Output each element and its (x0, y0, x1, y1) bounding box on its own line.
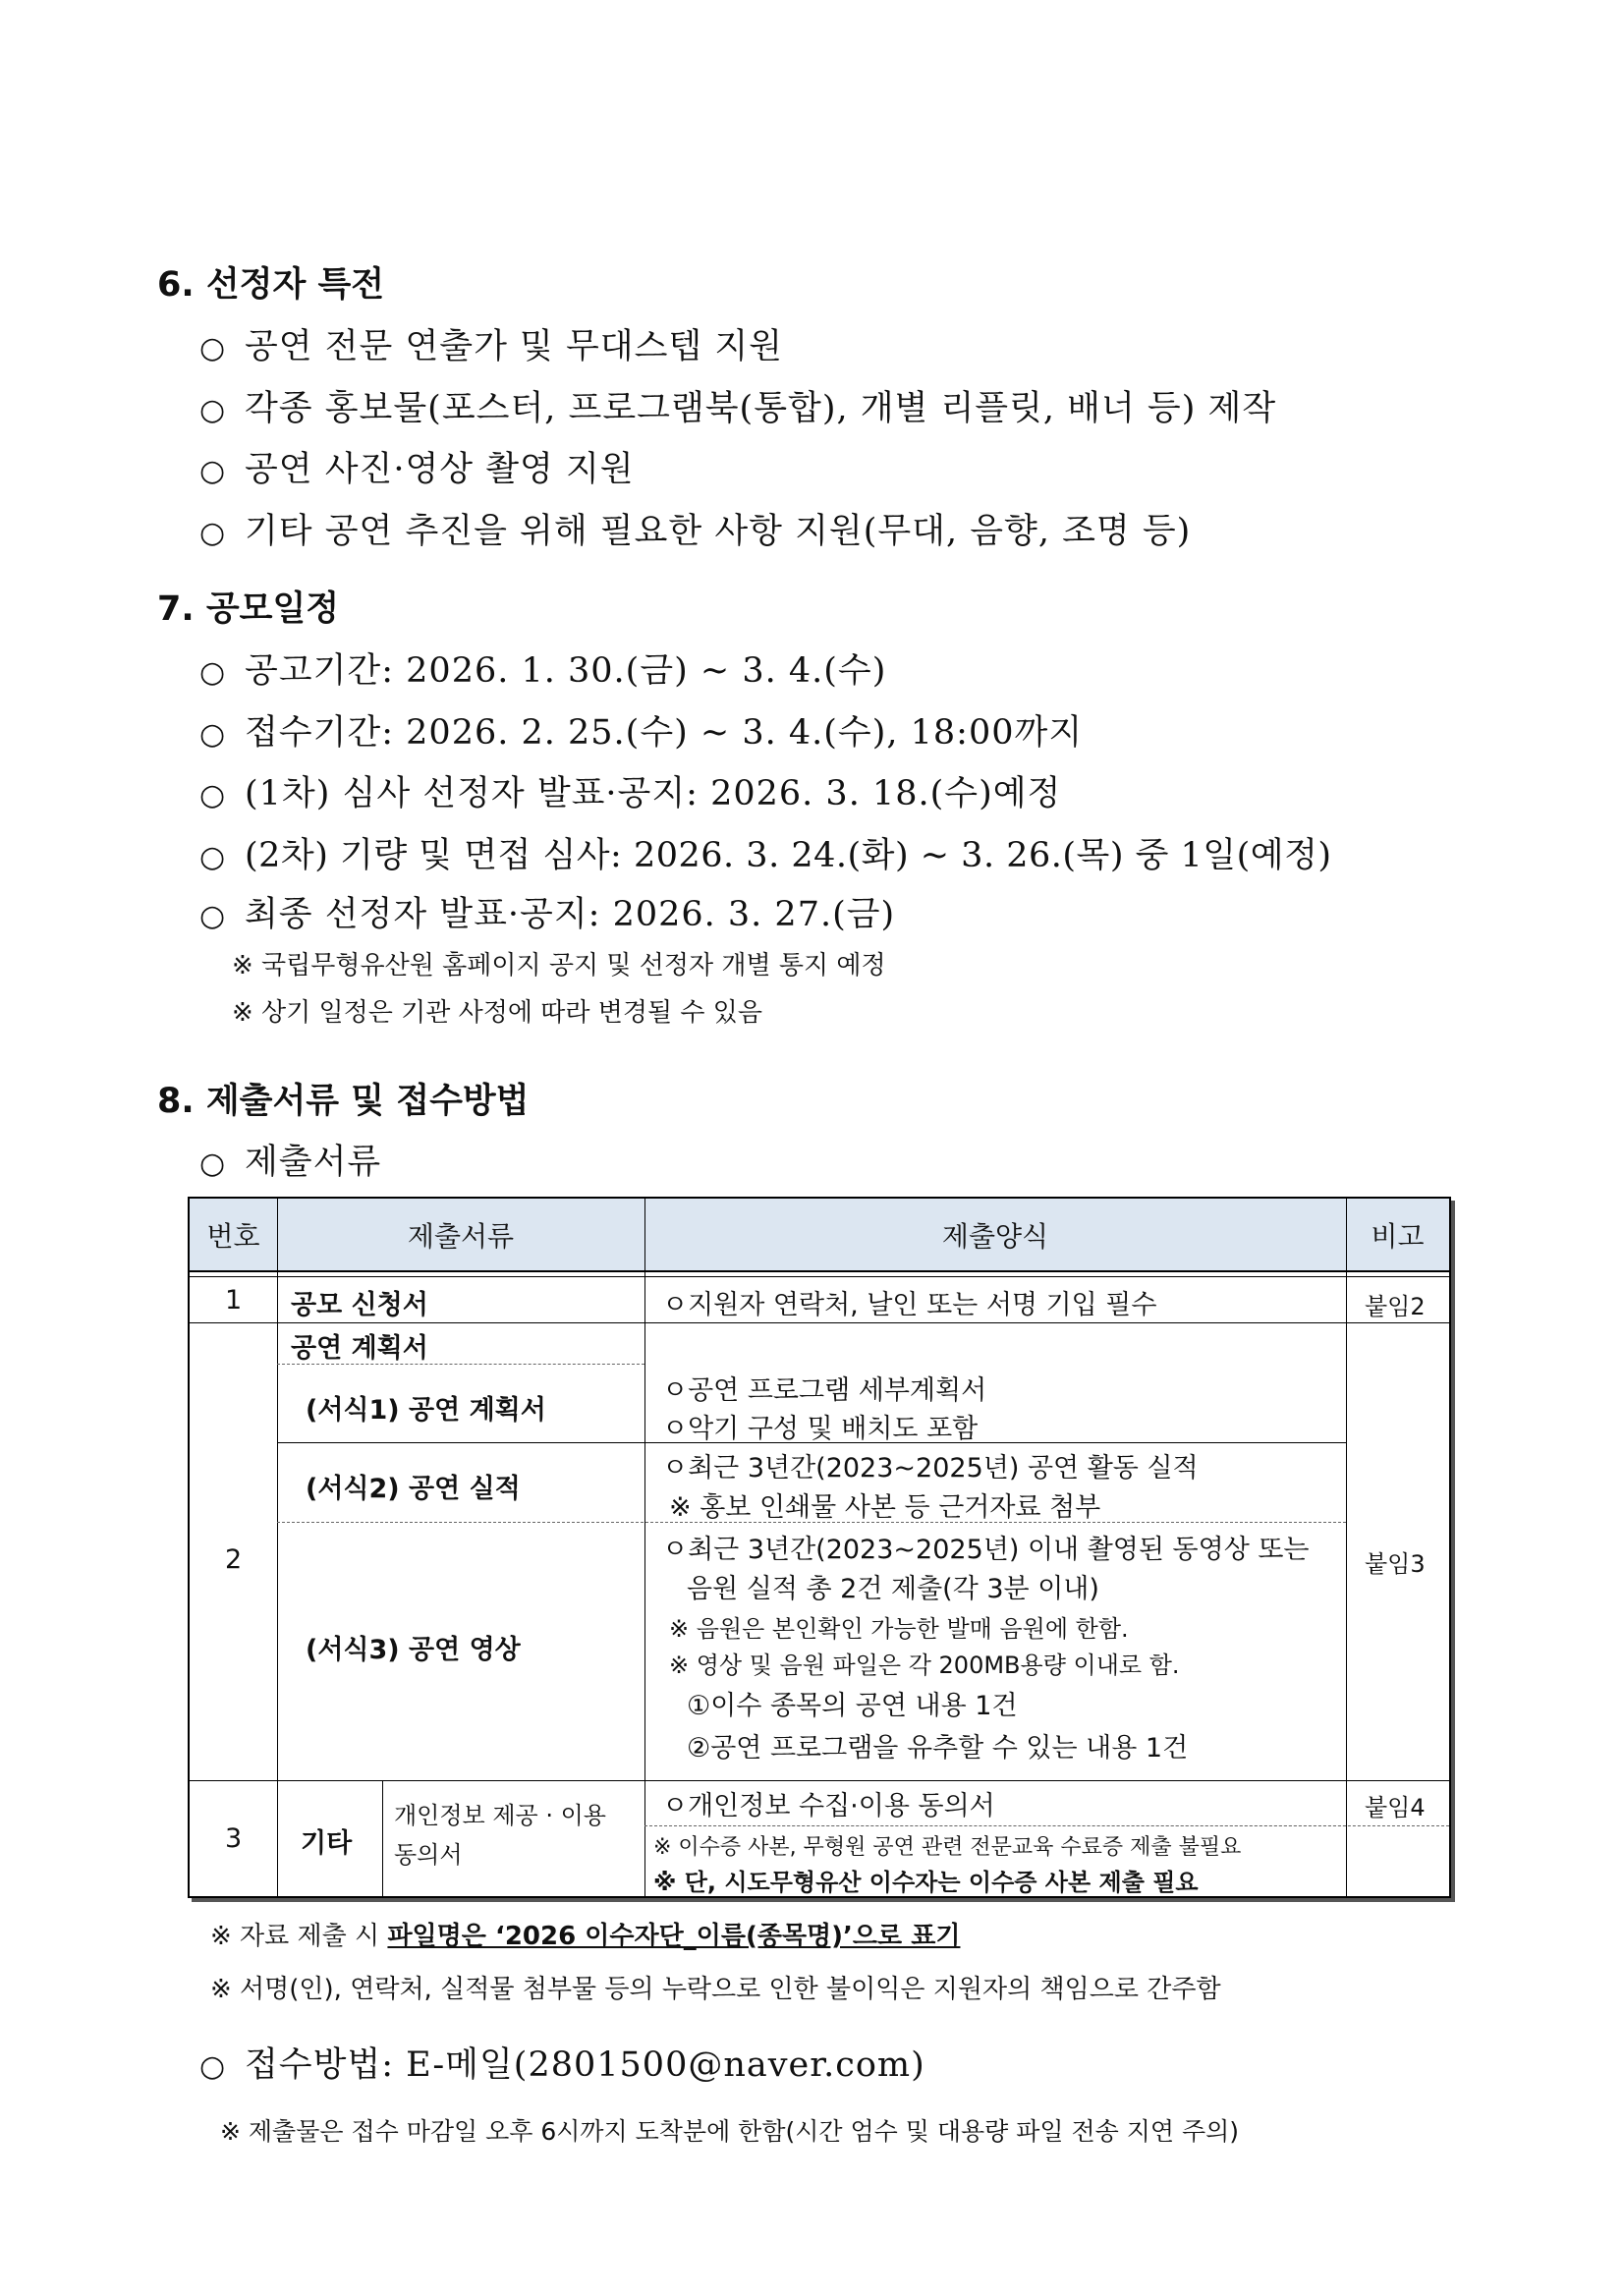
bullet-circle-icon: ○ (199, 393, 227, 427)
method-text: 접수방법: E-메일(2801500@naver.com) (245, 2045, 925, 2085)
table-header: 제출양식 (644, 1199, 1346, 1270)
doc-name: 공연 계획서 (291, 1333, 428, 1364)
method-item (199, 2038, 925, 2087)
benefit-item (199, 319, 783, 368)
form-text: ㅇ지원자 연락처, 날인 또는 서명 기입 필수 (662, 1290, 1157, 1320)
schedule-text: 접수기간: 2026. 2. 25.(수) ~ 3. 4.(수), 18:00까지 (245, 713, 1084, 753)
bullet-circle-icon: ○ (199, 717, 227, 752)
benefit-text: 공연 사진·영상 촬영 지원 (245, 450, 635, 489)
method-note: ※ 제출물은 접수 마감일 오후 6시까지 도착분에 한함(시간 엄수 및 대용량 파일 전송 지연 주의) (220, 2117, 1240, 2146)
schedule-text: (1차) 심사 선정자 발표·공지: 2026. 3. 18.(수)예정 (245, 774, 1062, 813)
schedule-item (199, 887, 895, 936)
schedule-item (199, 644, 886, 693)
table-header: 비고 (1346, 1199, 1449, 1270)
section-6-title: 6. 선정자 특전 (157, 265, 385, 305)
note-prefix: ※ 자료 제출 시 (210, 1922, 388, 1951)
form-text: ㅇ개인정보 수집·이용 동의서 (662, 1791, 995, 1821)
form-text: ②공연 프로그램을 유추할 수 있는 내용 1건 (687, 1733, 1189, 1764)
form-note: ※ 음원은 본인확인 가능한 발매 음원에 한함. (669, 1615, 1129, 1643)
row-number: 1 (225, 1285, 243, 1316)
attachment-note: 붙임3 (1365, 1550, 1426, 1578)
schedule-note: ※ 상기 일정은 기관 사정에 따라 변경될 수 있음 (232, 998, 762, 1028)
section-7-title: 7. 공모일정 (157, 589, 340, 629)
docs-heading (199, 1135, 381, 1184)
benefit-text: 각종 홍보물(포스터, 프로그램북(통합), 개별 리플릿, 배너 등) 제작 (245, 389, 1277, 428)
benefit-text: 기타 공연 추진을 위해 필요한 사항 지원(무대, 음향, 조명 등) (245, 512, 1192, 551)
bullet-circle-icon: ○ (199, 899, 227, 933)
documents-table (188, 1197, 1451, 1898)
note-emphasis: 파일명은 ‘2026 이수자단_이름(종목명)’으로 표기 (387, 1922, 961, 1951)
sub-doc-name: (서식1) 공연 계획서 (306, 1395, 546, 1426)
row-number: 2 (225, 1544, 243, 1575)
bullet-circle-icon: ○ (199, 840, 226, 874)
form-note: ※ 이수증 사본, 무형원 공연 관련 전문교육 수료증 제출 불필요 (653, 1835, 1242, 1860)
bullet-circle-icon: ○ (199, 516, 227, 550)
row-number: 3 (225, 1823, 243, 1854)
attachment-note: 붙임2 (1365, 1293, 1426, 1320)
responsibility-note: ※ 서명(인), 연락처, 실적물 첨부물 등의 누락으로 인한 불이익은 지원자의 책임으로 간주함 (210, 1975, 1221, 2004)
schedule-text: 공고기간: 2026. 1. 30.(금) ~ 3. 4.(수) (245, 651, 887, 691)
bullet-circle-icon: ○ (199, 655, 227, 690)
form-text: ㅇ최근 3년간(2023~2025년) 공연 활동 실적 (662, 1453, 1199, 1484)
benefit-text: 공연 전문 연출가 및 무대스텝 지원 (245, 327, 783, 366)
bullet-circle-icon: ○ (199, 454, 227, 488)
benefit-item (199, 442, 635, 491)
form-note: ※ 영상 및 음원 파일은 각 200MB용량 이내로 함. (669, 1652, 1180, 1679)
table-header: 번호 (190, 1199, 277, 1270)
filename-note (210, 1916, 960, 1952)
form-text: ㅇ최근 3년간(2023~2025년) 이내 촬영된 동영상 또는 (662, 1535, 1310, 1565)
doc-name: 동의서 (394, 1841, 463, 1869)
form-text: ①이수 종목의 공연 내용 1건 (687, 1691, 1018, 1721)
schedule-item (199, 828, 1332, 877)
doc-name: 개인정보 제공 · 이용 (394, 1802, 606, 1829)
benefit-item (199, 381, 1276, 430)
sub-doc-name: (서식2) 공연 실적 (306, 1474, 521, 1504)
docs-label: 제출서류 (245, 1143, 382, 1182)
doc-category: 기타 (301, 1828, 353, 1859)
form-text: ㅇ악기 구성 및 배치도 포함 (662, 1414, 979, 1444)
schedule-item (199, 766, 1061, 815)
attachment-note: 붙임4 (1365, 1794, 1426, 1821)
bullet-circle-icon: ○ (199, 778, 227, 812)
bullet-circle-icon: ○ (199, 331, 227, 365)
form-text: ※ 홍보 인쇄물 사본 등 근거자료 첨부 (669, 1492, 1101, 1523)
table-header: 제출서류 (277, 1199, 644, 1270)
schedule-text: 최종 선정자 발표·공지: 2026. 3. 27.(금) (245, 895, 896, 934)
benefit-item (199, 504, 1191, 553)
form-note-emphasis: ※ 단, 시도무형유산 이수자는 이수증 사본 제출 필요 (653, 1869, 1199, 1896)
bullet-circle-icon: ○ (199, 1147, 227, 1181)
bullet-circle-icon: ○ (199, 2049, 227, 2084)
schedule-item (199, 705, 1083, 755)
doc-name: 공모 신청서 (291, 1290, 428, 1320)
schedule-note: ※ 국립무형유산원 홈페이지 공지 및 선정자 개별 통지 예정 (232, 951, 886, 980)
form-text: ㅇ공연 프로그램 세부계획서 (662, 1375, 987, 1406)
schedule-text: (2차) 기량 및 면접 심사: 2026. 3. 24.(화) ~ 3. 26.(목) 중 1일(예정) (245, 836, 1332, 875)
section-8-title: 8. 제출서류 및 접수방법 (157, 1082, 530, 1121)
sub-doc-name: (서식3) 공연 영상 (306, 1635, 521, 1665)
form-text: 음원 실적 총 2건 제출(각 3분 이내) (687, 1574, 1099, 1604)
